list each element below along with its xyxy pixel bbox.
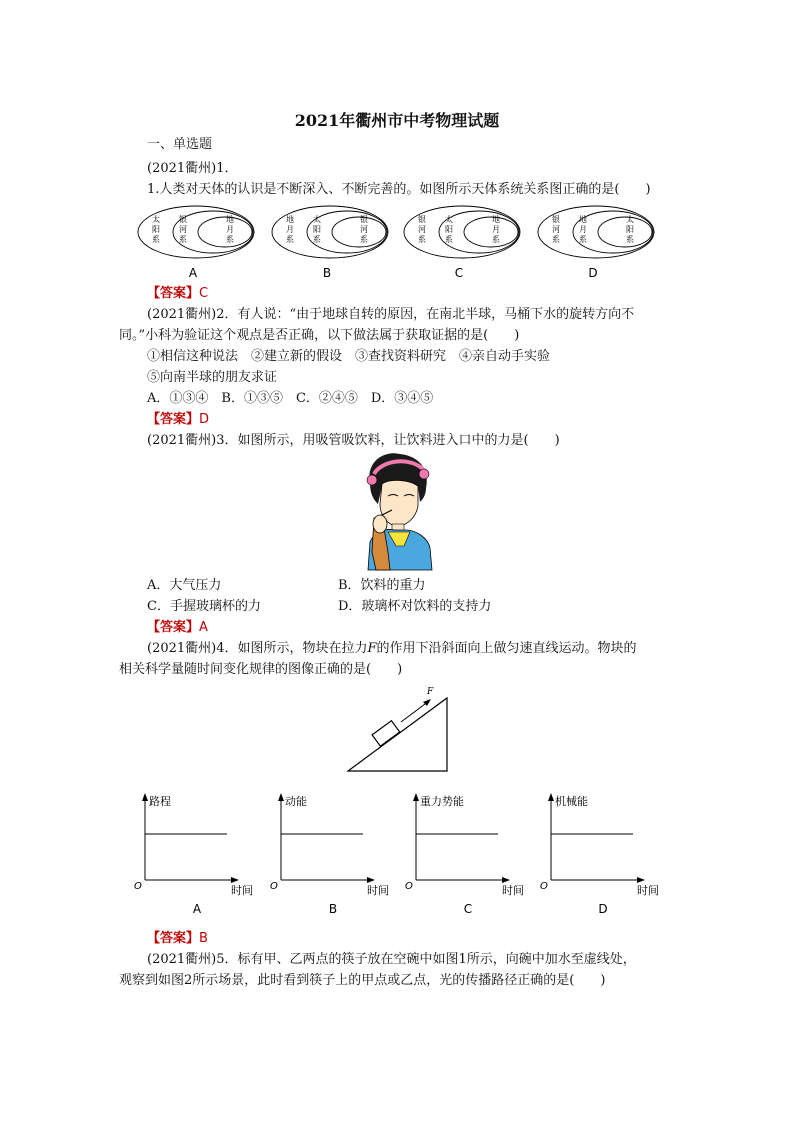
q5-line1: (2021衢州)5．标有甲、乙两点的筷子放在空碗中如图1所示，向碗中加水至虚线处， xyxy=(147,952,636,967)
q2-options-line1: ①相信这种说法 ②建立新的假设 ③查找资料研究 ④亲自动手实验 xyxy=(147,349,551,364)
q4-graph-c xyxy=(405,793,524,916)
q3-answer-value: A xyxy=(199,620,208,635)
q3-option-d: D．玻璃杯对饮料的支持力 xyxy=(338,599,492,614)
graph-origin: O xyxy=(540,881,548,892)
q1-answer-value: C xyxy=(199,286,209,301)
q4-force-symbol: F xyxy=(367,641,377,656)
ellipse-label-inner: 太阳系 xyxy=(626,215,634,244)
q4-line1-part2: 的作用下沿斜面向上做匀速直线运动。物块的 xyxy=(376,641,637,656)
q2-line1: (2021衢州)2．有人说：“由于地球自转的原因，在南北半球，马桶下水的旋转方向不 xyxy=(147,307,635,322)
answer-key-label: 【答案】 xyxy=(147,620,200,635)
graph-ylabel: 路程 xyxy=(149,795,171,808)
graph-ylabel: 机械能 xyxy=(555,795,588,808)
graph-xlabel: 时间 xyxy=(637,884,659,897)
q3-option-c: C．手握玻璃杯的力 xyxy=(147,599,261,614)
y-axis-arrow xyxy=(413,793,419,801)
q3-option-a: A．大气压力 xyxy=(147,578,222,593)
ellipse-label-middle: 太阳系 xyxy=(445,215,453,244)
q4-graph-b xyxy=(270,793,389,916)
q1-diagram-label: C xyxy=(454,266,464,280)
q1-diagram-label: B xyxy=(322,266,332,280)
ellipse-label-inner: 地月系 xyxy=(226,215,234,244)
graph-origin: O xyxy=(270,881,278,892)
graph-xlabel: 时间 xyxy=(367,884,389,897)
incline-force-label: F xyxy=(427,687,434,697)
y-axis-arrow xyxy=(278,793,284,801)
x-axis-arrow xyxy=(502,877,510,883)
q5-line2: 观察到如图2所示场景，此时看到筷子上的甲点或乙点，光的传播路径正确的是( ) xyxy=(119,973,606,988)
y-axis-arrow xyxy=(142,793,148,801)
x-axis-arrow xyxy=(367,877,375,883)
q3-option-b: B．饮料的重力 xyxy=(338,578,426,593)
graph-option-label: B xyxy=(328,902,338,916)
graph-ylabel: 重力势能 xyxy=(420,795,464,808)
ellipse-label-middle: 银河系 xyxy=(179,215,187,244)
graph-option-label: C xyxy=(463,902,473,916)
q4-answer-value: B xyxy=(199,931,208,946)
ellipse-label-inner: 地月系 xyxy=(492,215,500,244)
graph-ylabel: 动能 xyxy=(285,795,307,808)
y-axis-arrow xyxy=(548,793,554,801)
graph-origin: O xyxy=(405,881,413,892)
page-title: 2021年衢州市中考物理试题 xyxy=(294,111,500,130)
graph-xlabel: 时间 xyxy=(231,884,253,897)
graph-origin: O xyxy=(134,881,142,892)
ellipse-label-outer: 银河系 xyxy=(418,215,426,244)
q1-diagram-label: D xyxy=(588,266,598,280)
ellipse-label-inner: 银河系 xyxy=(360,215,368,244)
q1-text: 1.人类对天体的认识是不断深入、不断完善的。如图所示天体系统关系图正确的是( ) xyxy=(147,182,651,197)
graph-xlabel: 时间 xyxy=(502,884,524,897)
answer-key-label: 【答案】 xyxy=(147,286,200,301)
graph-option-label: D xyxy=(598,902,608,916)
q4-graph-a xyxy=(134,793,253,916)
answer-key-label: 【答案】 xyxy=(147,931,200,946)
graph-option-label: A xyxy=(192,902,202,916)
q4-line1-part1: (2021衢州)4．如图所示，物块在拉力 xyxy=(147,641,368,656)
ellipse-label-middle: 太阳系 xyxy=(313,215,321,244)
q4-answer xyxy=(147,930,208,948)
q4-line2: 相关科学量随时间变化规律的图像正确的是( ) xyxy=(119,662,403,677)
ellipse-label-outer: 地月系 xyxy=(286,215,294,244)
x-axis-arrow xyxy=(231,877,239,883)
q3-text: (2021衢州)3．如图所示，用吸管吸饮料，让饮料进入口中的力是( ) xyxy=(147,433,560,448)
q2-line2: 同。”小科为验证这个观点是否正确，以下做法属于获取证据的是( ) xyxy=(119,328,520,343)
answer-key-label: 【答案】 xyxy=(147,412,200,427)
q2-answer-value: D xyxy=(199,412,210,427)
q4-graph-d xyxy=(540,793,659,916)
ellipse-label-middle: 地月系 xyxy=(579,215,587,244)
q1-source: (2021衢州)1． xyxy=(147,161,238,176)
x-axis-arrow xyxy=(637,877,645,883)
q2-choices: A．①③④ B．①③⑤ C．②④⑤ D．③④⑤ xyxy=(147,391,434,406)
ellipse-label-outer: 太阳系 xyxy=(152,215,160,244)
q2-options-line2: ⑤向南半球的朋友求证 xyxy=(147,370,278,385)
ellipse-label-outer: 银河系 xyxy=(552,215,560,244)
q1-diagram-label: A xyxy=(188,266,198,280)
section-heading: 一、单选题 xyxy=(147,137,213,152)
